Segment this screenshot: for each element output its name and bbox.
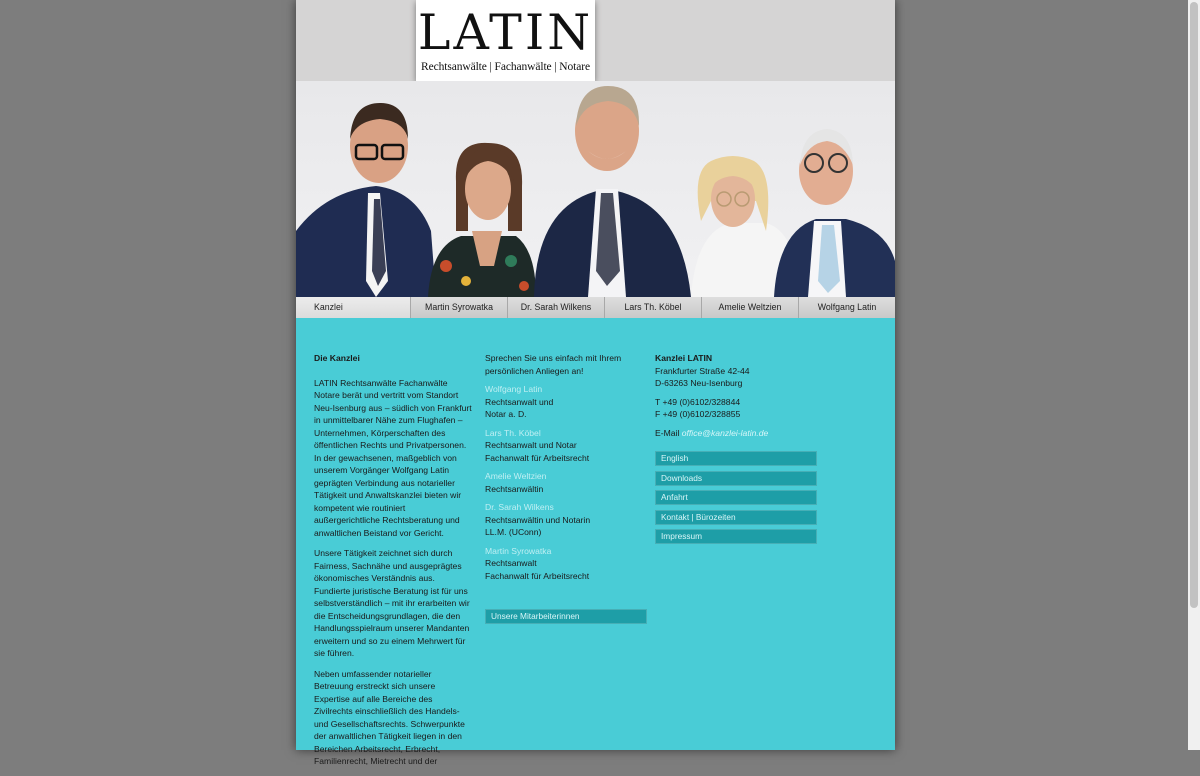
contact-hours-button[interactable]: Kontakt | Bürozeiten	[655, 510, 817, 525]
email-link[interactable]: office@kanzlei-latin.de	[681, 427, 769, 438]
tab-lars-koebel[interactable]: Lars Th. Köbel	[605, 297, 702, 318]
downloads-button[interactable]: Downloads	[655, 471, 817, 486]
scrollbar-thumb[interactable]	[1190, 2, 1198, 608]
team-column	[485, 352, 650, 588]
scrollbar[interactable]	[1188, 0, 1200, 750]
member-title: Rechtsanwalt und Notar	[485, 440, 577, 450]
logo[interactable]	[416, 0, 595, 81]
team-member	[485, 470, 650, 495]
member-title: Notar a. D.	[485, 409, 527, 419]
tab-wolfgang-latin[interactable]: Wolfgang Latin	[799, 297, 895, 318]
team-photo	[296, 81, 895, 297]
intro-paragraph: Unsere Tätigkeit zeichnet sich durch Fairness, Sachnähe und ausgeprägtes ökonomisches Verständnis aus. Fundierte juristische Beratung ist für uns selbstverständlich – mit ihr erarbeiten wir die Entscheidungsgrundlagen, die den Handlungsspielraum unserer Mandanten erweitern und so zu einem Mehrwert für sie führen.	[314, 548, 470, 658]
tab-kanzlei[interactable]: Kanzlei	[296, 297, 411, 318]
intro-paragraph: Neben umfassender notarieller Betreuung erstreckt sich unsere Expertise auf alle Bereiche des Zivilrechts einschließlich des Handels- und Gesellschaftsrechts. Schwerpunkte der anwaltlichen Tätigkeit liegen in den Bereichen Arbeitsrecht, Erbrecht, Familienrecht, Mietrecht und der	[314, 668, 465, 766]
firm-name: Kanzlei LATIN	[655, 353, 713, 363]
city: D-63263 Neu-Isenburg	[655, 378, 743, 388]
email-block	[655, 427, 820, 440]
imprint-button[interactable]: Impressum	[655, 529, 817, 544]
email-label: E-Mail	[655, 427, 680, 438]
team-member	[485, 383, 650, 421]
team-member	[485, 427, 650, 465]
person-1	[296, 103, 436, 297]
main-nav	[296, 297, 895, 318]
team-member	[485, 545, 650, 583]
team-intro: Sprechen Sie uns einfach mit Ihrem persönlichen Anliegen an!	[485, 353, 622, 376]
intro-column	[314, 352, 472, 776]
person-2	[428, 143, 536, 297]
member-title: LL.M. (UConn)	[485, 527, 542, 537]
tab-sarah-wilkens[interactable]: Dr. Sarah Wilkens	[508, 297, 605, 318]
member-link-lars-koebel[interactable]: Lars Th. Köbel	[485, 427, 541, 438]
member-title: Fachanwalt für Arbeitsrecht	[485, 570, 590, 581]
street: Frankfurter Straße 42-44	[655, 365, 750, 376]
tab-amelie-weltzien[interactable]: Amelie Weltzien	[702, 297, 799, 318]
intro-heading: Die Kanzlei	[314, 353, 360, 363]
staff-button[interactable]: Unsere Mitarbeiterinnen	[485, 609, 647, 624]
member-link-martin-syrowatka[interactable]: Martin Syrowatka	[485, 545, 552, 556]
address-block	[655, 352, 820, 390]
member-link-wolfgang-latin[interactable]: Wolfgang Latin	[485, 384, 543, 394]
phone-block	[655, 396, 820, 421]
page-container	[296, 0, 895, 766]
logo-word: LATIN	[417, 4, 594, 61]
member-link-amelie-weltzien[interactable]: Amelie Weltzien	[485, 471, 547, 481]
english-button[interactable]: English	[655, 451, 817, 466]
member-title: Rechtsanwältin und Notarin	[485, 514, 591, 525]
member-link-sarah-wilkens[interactable]: Dr. Sarah Wilkens	[485, 502, 554, 512]
team-member	[485, 501, 650, 539]
logo-subtitle: Rechtsanwälte | Fachanwälte | Notare	[421, 61, 590, 73]
person-3	[534, 86, 691, 297]
member-title: Fachanwalt für Arbeitsrecht	[485, 452, 590, 463]
team-photo-illustration	[296, 81, 895, 297]
member-title: Rechtsanwalt und	[485, 396, 554, 407]
tab-martin-syrowatka[interactable]: Martin Syrowatka	[411, 297, 508, 318]
member-title: Rechtsanwalt	[485, 558, 537, 568]
phone: T +49 (0)6102/328844	[655, 396, 741, 407]
fax: F +49 (0)6102/328855	[655, 409, 741, 419]
header-band	[296, 0, 895, 81]
directions-button[interactable]: Anfahrt	[655, 490, 817, 505]
member-title: Rechtsanwältin	[485, 483, 544, 494]
person-5	[774, 129, 895, 297]
contact-column	[655, 352, 820, 549]
intro-paragraph: LATIN Rechtsanwälte Fachanwälte Notare berät und vertritt vom Standort Neu-Isenburg aus – südlich von Frankfurt in unmittelbarer Nähe zum Flughafen – Unternehmen, Körperschaften des öffentlichen Rechts und Privatpersonen. In der gewachsenen, maßgeblich von unserem Vorgänger Wolfgang Latin geprägten Verbindung aus notarieller Tätigkeit und Anwaltskanzlei bieten wir kompetent wie routiniert außergerichtliche Rechtsberatung und anwaltlichen Beistand vor Gericht.	[314, 377, 472, 538]
